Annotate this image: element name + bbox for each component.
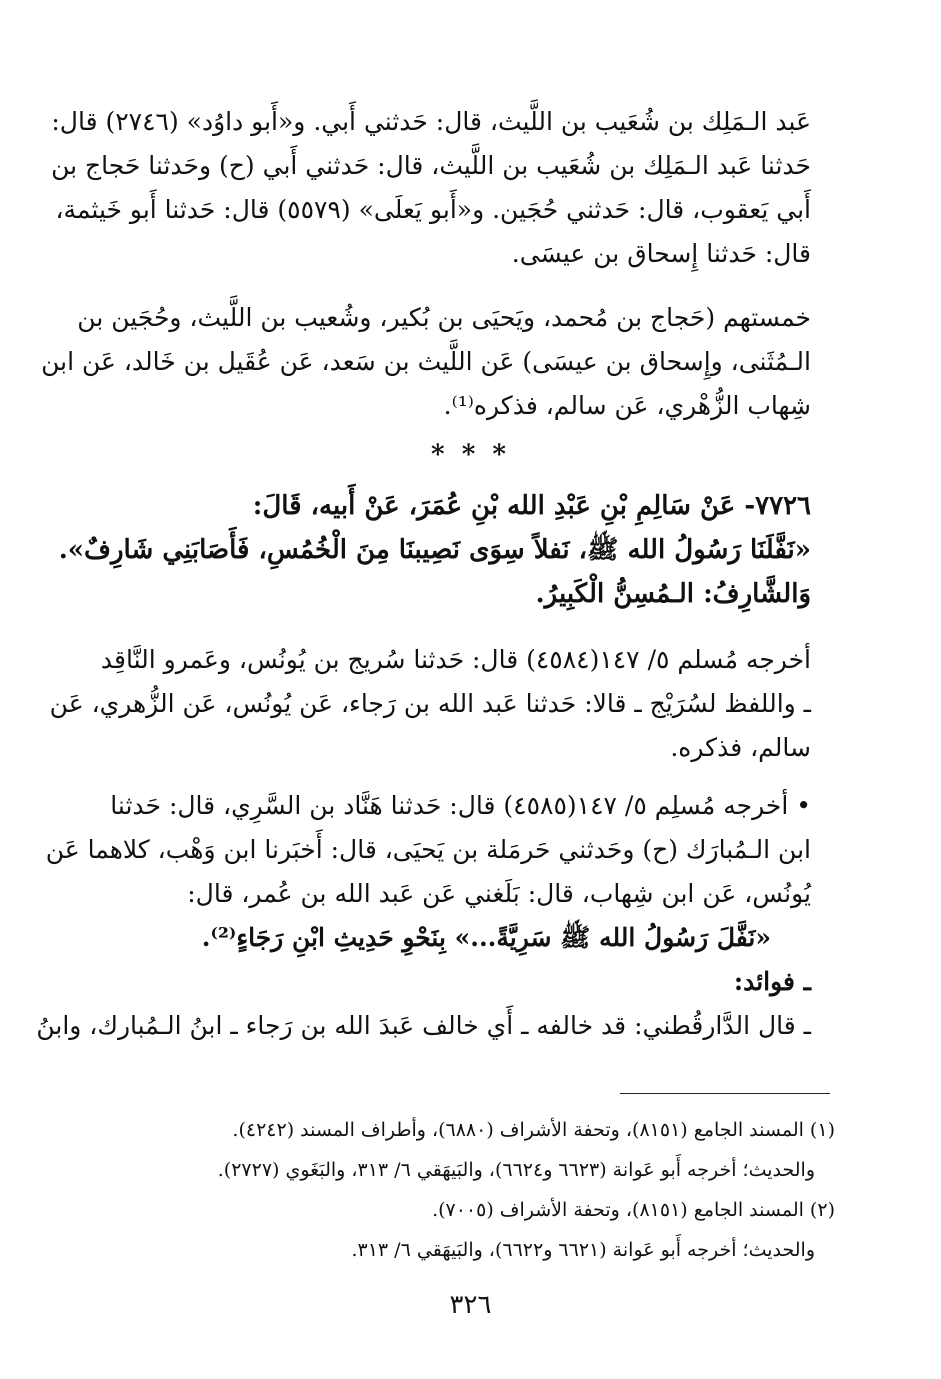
paragraph-isnad-1	[51, 100, 811, 276]
text-line: ـ قال الدَّارقُطني: قد خالفه ـ أَي خالف عَبدَ الله بن رَجاء ـ ابنُ الـمُبارك، وابنُ	[36, 1011, 811, 1040]
footnote-1: (١) المسند الجامع (٨١٥١)، وتحفة الأشراف (٦٨٨٠)، وأطراف المسند (٤٢٤٢).	[232, 1119, 835, 1141]
text-line: أخرجه مُسلم ٥/ ١٤٧(٤٥٨٤) قال: حَدثنا سُريج بن يُونُس، وعَمرو النَّاقِد	[100, 645, 811, 674]
footnotes	[95, 1110, 835, 1270]
paragraph-isnad-2	[41, 296, 811, 428]
benefits-heading: ـ فوائد:	[733, 967, 811, 996]
text-line: خمستهم (حَجاج بن مُحمد، ويَحيَى بن بُكير، وشُعيب بن اللَّيث، وحُجَين بن	[77, 303, 811, 332]
hadith-explanation-line: وَالشَّارِفُ: الـمُسِنُّ الْكَبِيرُ.	[535, 579, 811, 609]
footnote-divider	[620, 1093, 830, 1094]
text-line: ابن الـمُبارَك (ح) وحَدثني حَرمَلة بن يَحيَى، قال: أَخبَرنا ابن وَهْب، كلاهما عَن	[45, 835, 811, 864]
text-line: ـ واللفظ لسُرَيْج ـ قالا: حَدثنا عَبد الله بن رَجاء، عَن يُونُس، عَن الزُّهري، عَن	[49, 689, 811, 718]
footnote-2-continued: والحديث؛ أخرجه أَبو عَوانة (٦٦٢١ و٦٦٢٢)، والبَيهَقي ٦/ ٣١٣.	[351, 1239, 815, 1261]
text-line: عَبد الـمَلِك بن شُعَيب بن اللَّيث، قال: حَدثني أَبي. و«أَبو داوُد» (٢٧٤٦) قال:	[51, 107, 811, 136]
paragraph-takhrij-1	[49, 638, 811, 770]
hadith-matn-line: «نَفَّلَنَا رَسُولُ الله ﷺ، نَفلاً سِوَى نَصِيبنَا مِنَ الْخُمُسِ، فَأَصَابَنِي شَارِفٌ».	[58, 535, 811, 565]
footnote-1-continued: والحديث؛ أخرجه أَبو عَوانة (٦٦٢٣ و٦٦٢٤)، والبَيهَقي ٦/ ٣١٣، والبَغَوي (٢٧٢٧).	[217, 1159, 815, 1181]
text-line: الـمُثَنى، وإِسحاق بن عيسَى) عَن اللَّيث بن سَعد، عَن عُقَيل بن خَالد، عَن ابن	[41, 347, 811, 376]
hadith-text	[58, 484, 811, 616]
text-line: سالم، فذكره.	[670, 733, 811, 762]
page-number: ٣٢٦	[449, 1290, 492, 1320]
hadith-heading-line: ٧٧٢٦- عَنْ سَالِمِ بْنِ عَبْدِ الله بْنِ عُمَرَ، عَنْ أَبيه، قَالَ:	[252, 491, 811, 521]
text-line: أَبي يَعقوب، قال: حَدثني حُجَين. و«أَبو يَعلَى» (٥٥٧٩) قال: حَدثنا أَبو خَيثمة،	[55, 195, 811, 224]
text-line: حَدثنا عَبد الـمَلِك بن شُعَيب بن اللَّيث، قال: حَدثني أَبي (ح) وحَدثنا حَجاج بن	[51, 151, 811, 180]
text-line: يُونُس، عَن ابن شِهاب، قال: بَلَغني عَن عَبد الله بن عُمر، قال:	[187, 879, 811, 908]
text-line: قال: حَدثنا إِسحاق بن عيسَى.	[511, 239, 811, 268]
paragraph-takhrij-2	[36, 784, 811, 1048]
section-separator: * * *	[431, 440, 510, 470]
text-line: • أخرجه مُسلِم ٥/ ١٤٧(٤٥٨٥) قال: حَدثنا هَنَّاد بن السَّرِي، قال: حَدثنا	[110, 791, 811, 820]
text-line: شِهاب الزُّهْري، عَن سالم، فذكره⁽¹⁾.	[443, 391, 811, 420]
footnote-2: (٢) المسند الجامع (٨١٥١)، وتحفة الأشراف (٧٠٠٥).	[432, 1199, 835, 1221]
hadith-variant-line: «نَفَّلَ رَسُولُ الله ﷺ سَرِيَّةً...» بِنَحْوِ حَدِيثِ ابْنِ رَجَاءٍ⁽²⁾.	[201, 923, 771, 952]
